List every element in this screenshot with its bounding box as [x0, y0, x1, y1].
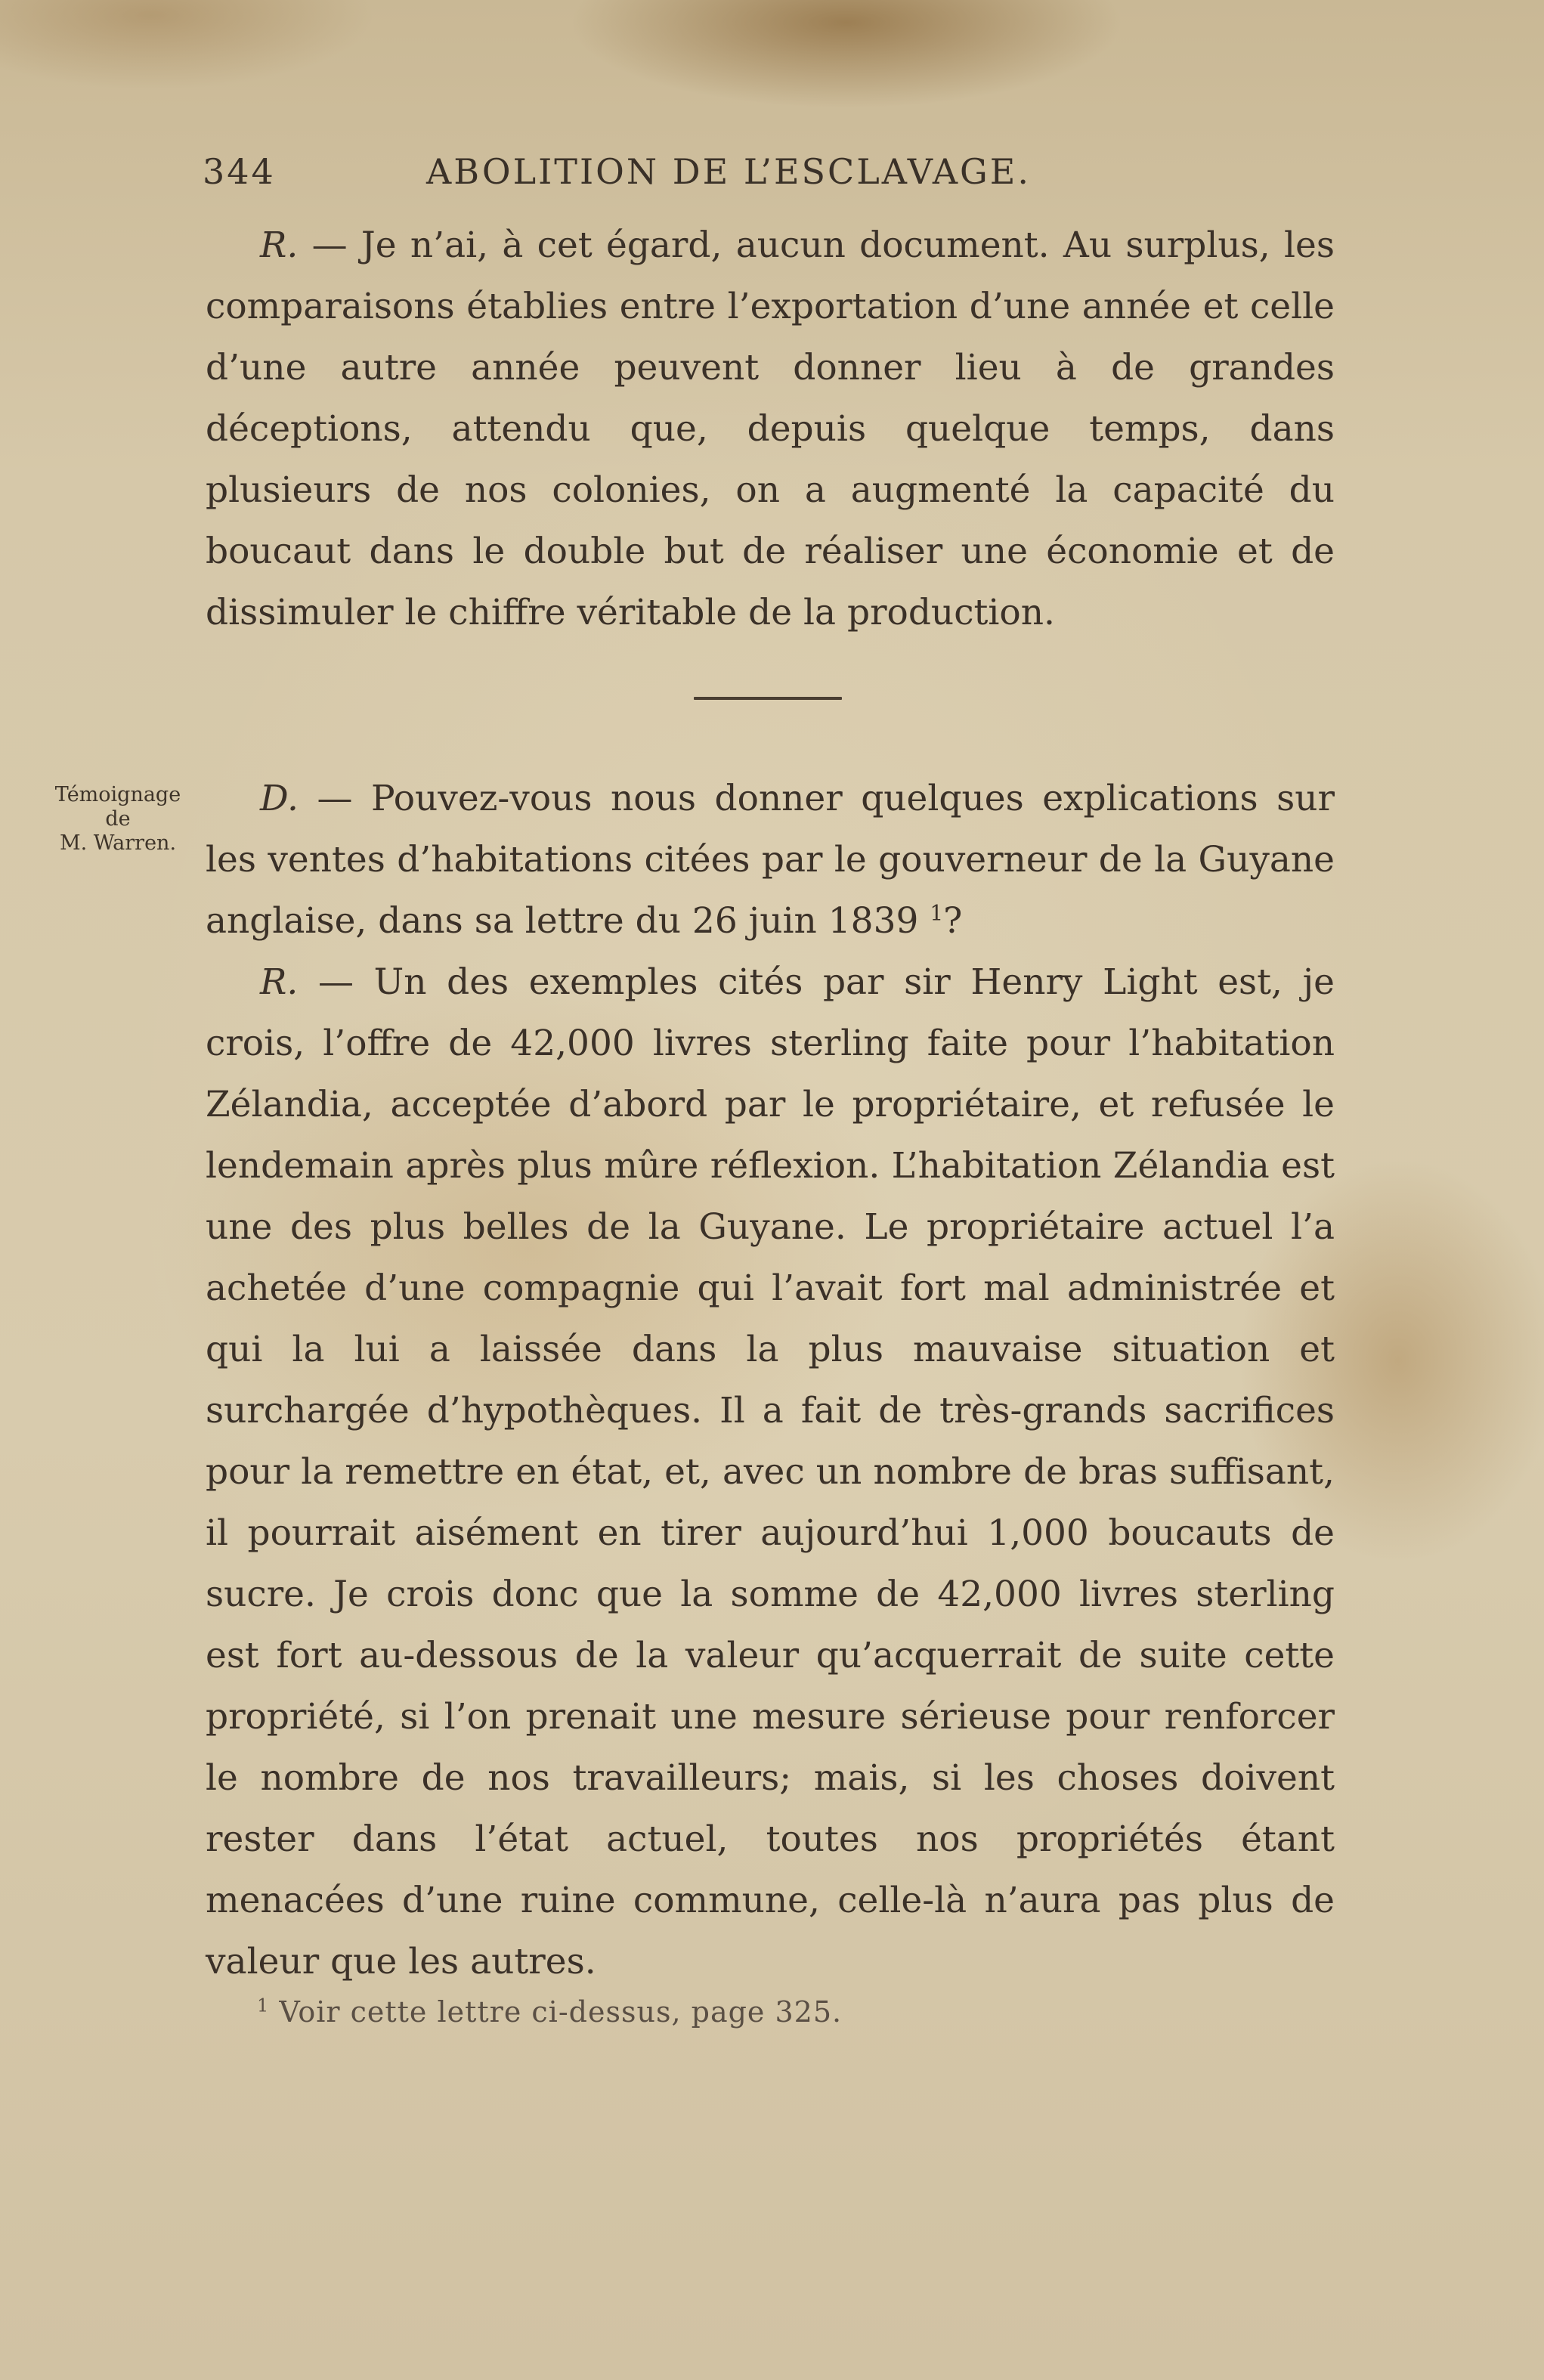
answer-paragraph: [206, 215, 1335, 643]
answer-block-1: [206, 215, 1335, 643]
question-end: ?: [943, 900, 963, 942]
testimony-block: [206, 768, 1335, 1992]
speaker-label: R.: [260, 961, 299, 1003]
page-number: 344: [203, 151, 276, 192]
margin-note-line: M. Warren.: [59, 831, 177, 855]
speaker-label: D.: [260, 778, 299, 819]
question-paragraph: [206, 768, 1335, 952]
speaker-label: R.: [260, 224, 299, 266]
footnote: [257, 1995, 1315, 2029]
section-separator: [694, 697, 842, 700]
running-title: ABOLITION DE L’ESCLAVAGE.: [426, 151, 1031, 192]
question-text: — Pouvez-vous nous donner quelques explications sur les ventes d’habitations citées par le gouverneur de la Guyane anglaise, dans sa lettre du 26 juin 1839: [206, 778, 1335, 942]
margin-note: [42, 783, 193, 856]
answer-paragraph: [206, 952, 1335, 1992]
margin-note-line: Témoignage: [54, 783, 181, 806]
answer-text: — Un des exemples cités par sir Henry Light est, je crois, l’offre de 42,000 livres sterling faite pour l’habitation Zélandia, acceptée d’abord par le propriétaire, et refusée le lendemain après plus mûre réflexion. L’habitation Zélandia est une des plus belles de la Guyane. Le propriétaire actuel l’a achetée d’une compagnie qui l’avait fort mal administrée et qui la lui a laissée dans la plus mauvaise situation et surchargée d’hypothèques. Il a fait de très-grands sacrifices pour la remettre en état, et, avec un nombre de bras suffisant, il pourrait aisément en tirer aujourd’hui 1,000 boucauts de sucre. Je crois donc que la somme de 42,000 livres sterling est fort au-dessous de la valeur qu’acquerrait de suite cette propriété, si l’on prenait une mesure sérieuse pour renforcer le nombre de nos travailleurs; mais, si les choses doivent rester dans l’état actuel, toutes nos propriétés étant menacées d’une ruine commune, celle-là n’aura pas plus de valeur que les autres.: [206, 961, 1335, 1982]
running-head: [203, 151, 1117, 204]
answer-text: — Je n’ai, à cet égard, aucun document. Au surplus, les comparaisons établies entre l’exportation d’une année et celle d’une autre année peuvent donner lieu à de grandes déceptions, attendu que, depuis quelque temps, dans plusieurs de nos colonies, on a augmenté la capacité du boucaut dans le double but de réaliser une économie et de dissimuler le chiffre véritable de la production.: [206, 224, 1335, 633]
footnote-text: Voir cette lettre ci-dessus, page 325.: [279, 1995, 843, 2029]
footnote-reference: 1: [930, 900, 944, 926]
footnote-marker: 1: [257, 1995, 270, 2016]
margin-note-line: de: [105, 807, 131, 831]
